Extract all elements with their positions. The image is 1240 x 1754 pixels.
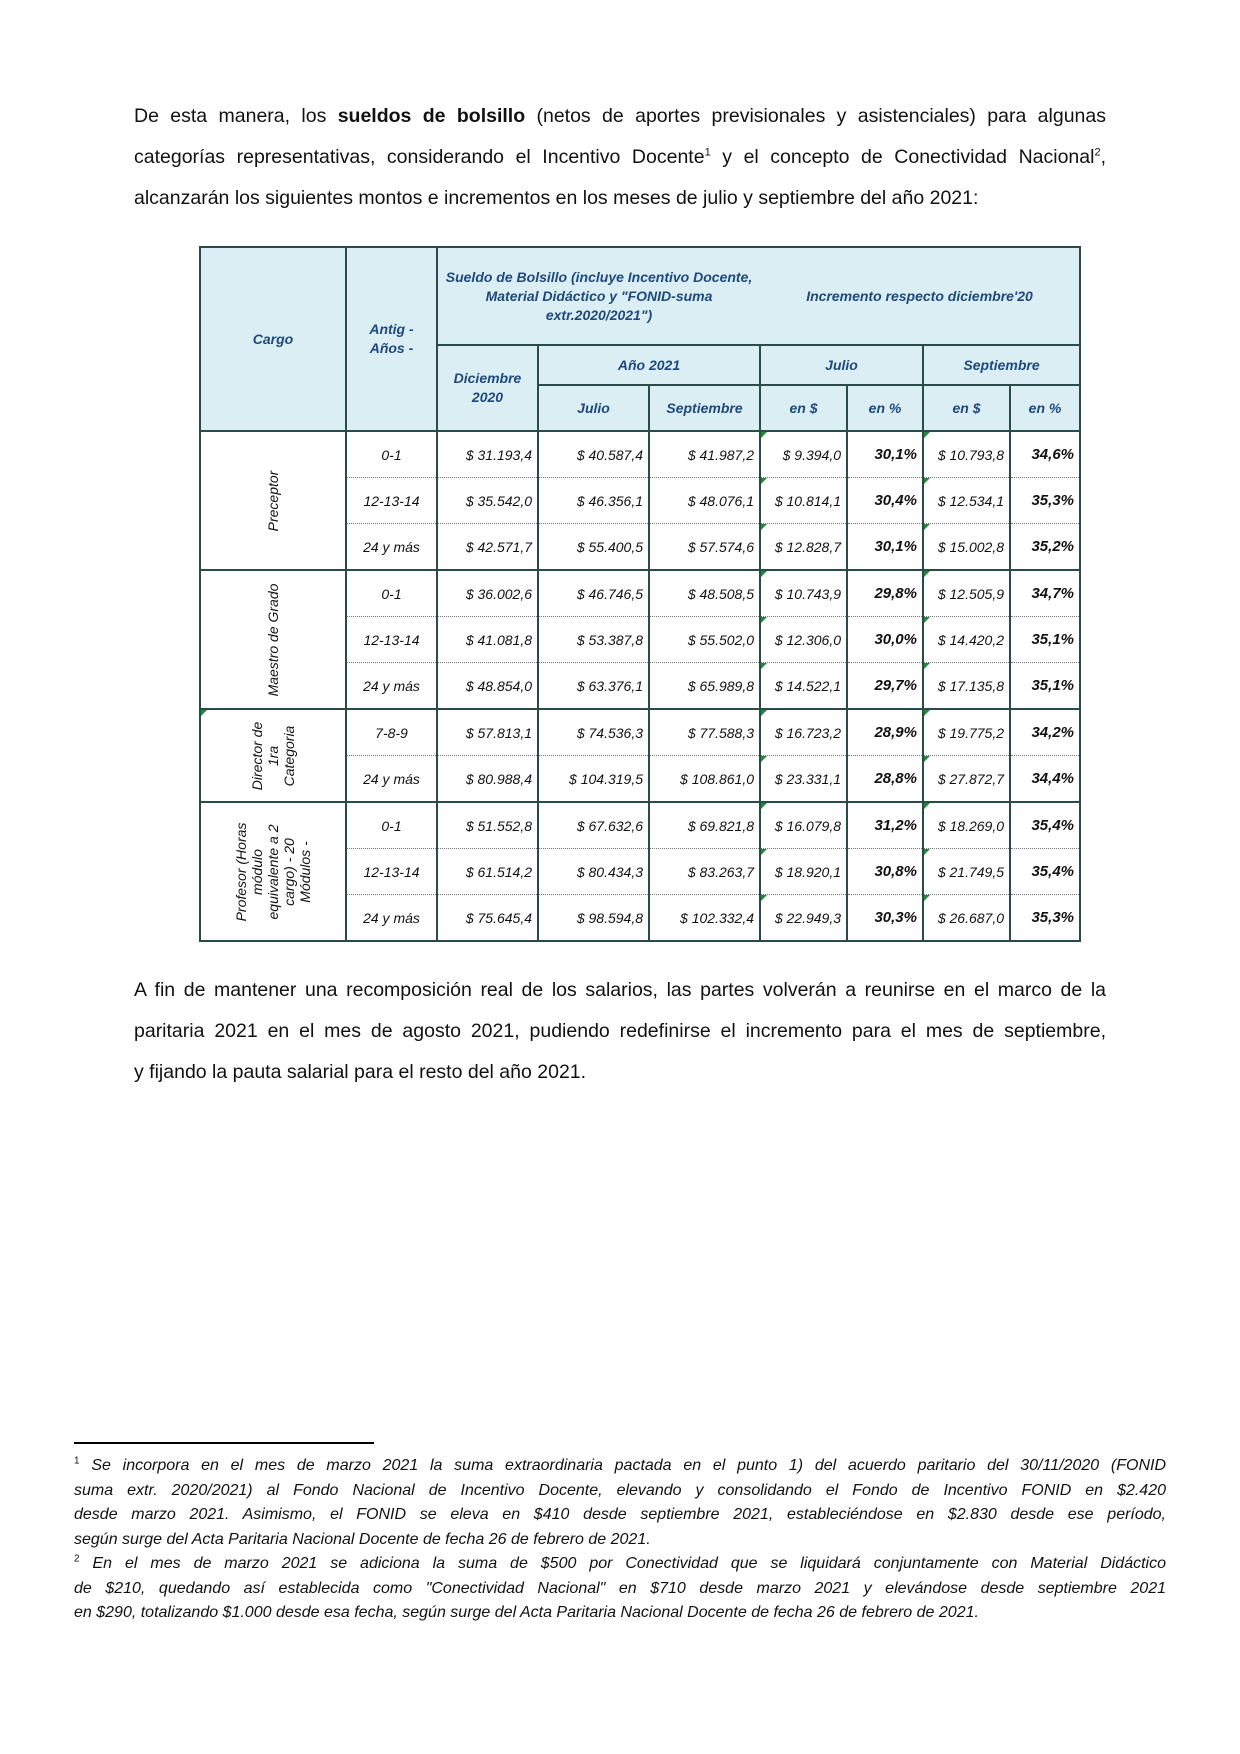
diciembre-2020-cell: $ 42.571,7 (437, 524, 538, 571)
julio-increment-pesos-cell: $ 16.723,2 (760, 709, 847, 756)
header-julio: Julio (538, 385, 649, 431)
footnote-1-line-4: según surge del Acta Paritaria Nacional Docente de fecha 26 de febrero de 2021. (74, 1530, 651, 1548)
antiguedad-cell: 24 y más (346, 524, 437, 571)
julio-increment-pesos-cell: $ 16.079,8 (760, 802, 847, 849)
septiembre-2021-cell: $ 69.821,8 (649, 802, 760, 849)
septiembre-increment-pesos-cell: $ 12.534,1 (923, 478, 1010, 524)
julio-increment-pct-cell: 30,8% (847, 849, 923, 895)
julio-increment-pesos-cell: $ 14.522,1 (760, 663, 847, 710)
antiguedad-cell: 12-13-14 (346, 478, 437, 524)
intro-line-1 (134, 96, 1106, 137)
footnote-ref-2[interactable]: 2 (1094, 146, 1101, 159)
antiguedad-cell: 24 y más (346, 756, 437, 803)
septiembre-2021-cell: $ 77.588,3 (649, 709, 760, 756)
diciembre-2020-cell: $ 48.854,0 (437, 663, 538, 710)
septiembre-increment-pesos-cell: $ 19.775,2 (923, 709, 1010, 756)
julio-increment-pesos-cell: $ 23.331,1 (760, 756, 847, 803)
footnote-2-line-2: de $210, quedando así establecida como "Conectividad Nacional" en $710 desde marzo 2021 y elevándose desde septiembre 2021 (74, 1579, 1166, 1597)
julio-2021-cell: $ 55.400,5 (538, 524, 649, 571)
header-incremento: Incremento respecto diciembre'20 (760, 247, 1080, 345)
septiembre-increment-pct-cell: 35,1% (1010, 663, 1080, 710)
closing-paragraph (134, 970, 1106, 1093)
diciembre-2020-cell: $ 31.193,4 (437, 431, 538, 478)
cargo-label: Profesor (Horas módulo equivalente a 2 cargo) - 20 Módulos - (233, 822, 313, 921)
intro-text: categorías representativas, considerando el Incentivo Docente (134, 146, 705, 168)
header-diciembre-2020: Diciembre 2020 (437, 345, 538, 431)
header-anio-2021: Año 2021 (538, 345, 760, 385)
septiembre-2021-cell: $ 48.508,5 (649, 570, 760, 617)
antiguedad-cell: 0-1 (346, 431, 437, 478)
septiembre-increment-pct-cell: 34,7% (1010, 570, 1080, 617)
diciembre-2020-cell: $ 75.645,4 (437, 895, 538, 942)
julio-2021-cell: $ 40.587,4 (538, 431, 649, 478)
julio-2021-cell: $ 67.632,6 (538, 802, 649, 849)
julio-increment-pct-cell: 30,1% (847, 524, 923, 571)
septiembre-2021-cell: $ 65.989,8 (649, 663, 760, 710)
header-julio-group: Julio (760, 345, 923, 385)
antiguedad-cell: 0-1 (346, 570, 437, 617)
footnote-separator (74, 1442, 374, 1444)
closing-line-1: A fin de mantener una recomposición real de los salarios, las partes volverán a reunirse en el marco de la (134, 979, 1106, 1001)
septiembre-increment-pct-cell: 35,2% (1010, 524, 1080, 571)
julio-2021-cell: $ 74.536,3 (538, 709, 649, 756)
header-septiembre: Septiembre (649, 385, 760, 431)
septiembre-increment-pct-cell: 35,4% (1010, 802, 1080, 849)
header-cargo: Cargo (200, 247, 346, 431)
intro-bold-term: sueldos de bolsillo (337, 105, 526, 127)
intro-text: (netos de aportes previsionales y asistenciales) para algunas (525, 105, 1106, 127)
antiguedad-cell: 12-13-14 (346, 617, 437, 663)
septiembre-increment-pct-cell: 35,4% (1010, 849, 1080, 895)
septiembre-increment-pct-cell: 34,4% (1010, 756, 1080, 803)
julio-2021-cell: $ 98.594,8 (538, 895, 649, 942)
antiguedad-cell: 7-8-9 (346, 709, 437, 756)
julio-increment-pesos-cell: $ 10.743,9 (760, 570, 847, 617)
septiembre-increment-pesos-cell: $ 14.420,2 (923, 617, 1010, 663)
header-antig: Antig - Años - (346, 247, 437, 431)
footnote-2-line-1 (74, 1552, 1166, 1577)
table-row (200, 431, 1080, 478)
septiembre-increment-pesos-cell: $ 18.269,0 (923, 802, 1010, 849)
header-julio-en-pesos: en $ (760, 385, 847, 431)
julio-increment-pct-cell: 30,3% (847, 895, 923, 942)
julio-increment-pesos-cell: $ 22.949,3 (760, 895, 847, 942)
septiembre-increment-pesos-cell: $ 27.872,7 (923, 756, 1010, 803)
intro-line-2 (134, 137, 1106, 178)
julio-increment-pesos-cell: $ 18.920,1 (760, 849, 847, 895)
septiembre-2021-cell: $ 48.076,1 (649, 478, 760, 524)
julio-2021-cell: $ 53.387,8 (538, 617, 649, 663)
table-row (200, 570, 1080, 617)
julio-2021-cell: $ 46.356,1 (538, 478, 649, 524)
salary-table (199, 246, 1081, 942)
julio-increment-pct-cell: 28,8% (847, 756, 923, 803)
header-julio-en-pct: en % (847, 385, 923, 431)
footnote-1-line-3: desde marzo 2021. Asimismo, el FONID se eleva en $410 desde septiembre 2021, estableciéndose en $2.830 desde ese período, (74, 1506, 1166, 1523)
antiguedad-cell: 0-1 (346, 802, 437, 849)
cargo-group-cell (200, 709, 346, 802)
antiguedad-cell: 24 y más (346, 663, 437, 710)
intro-line-3: alcanzarán los siguientes montos e incrementos en los meses de julio y septiembre del año 2021: (134, 187, 979, 209)
table-row (200, 802, 1080, 849)
cargo-label: Maestro de Grado (265, 583, 281, 696)
diciembre-2020-cell: $ 57.813,1 (437, 709, 538, 756)
septiembre-increment-pesos-cell: $ 26.687,0 (923, 895, 1010, 942)
intro-text: De esta manera, los (134, 105, 338, 127)
cargo-label: Preceptor (265, 470, 281, 531)
julio-2021-cell: $ 104.319,5 (538, 756, 649, 803)
julio-increment-pct-cell: 28,9% (847, 709, 923, 756)
footnote-1-line-2: suma extr. 2020/2021) al Fondo Nacional de Incentivo Docente, elevando y consolidando el Fondo de Incentivo FONID en $2.420 (74, 1481, 1166, 1499)
septiembre-increment-pesos-cell: $ 17.135,8 (923, 663, 1010, 710)
septiembre-2021-cell: $ 55.502,0 (649, 617, 760, 663)
diciembre-2020-cell: $ 61.514,2 (437, 849, 538, 895)
julio-increment-pesos-cell: $ 10.814,1 (760, 478, 847, 524)
footnotes (74, 1454, 1166, 1626)
cargo-group-cell (200, 431, 346, 570)
diciembre-2020-cell: $ 80.988,4 (437, 756, 538, 803)
septiembre-increment-pesos-cell: $ 10.793,8 (923, 431, 1010, 478)
header-sueldo-bolsillo: Sueldo de Bolsillo (incluye Incentivo Docente, Material Didáctico y "FONID-suma extr.2020/2021") (437, 247, 760, 345)
header-row-1 (200, 247, 1080, 345)
antiguedad-cell: 12-13-14 (346, 849, 437, 895)
diciembre-2020-cell: $ 35.542,0 (437, 478, 538, 524)
septiembre-increment-pct-cell: 35,1% (1010, 617, 1080, 663)
antiguedad-cell: 24 y más (346, 895, 437, 942)
table-body (200, 431, 1080, 941)
intro-text: , (1100, 146, 1106, 168)
diciembre-2020-cell: $ 51.552,8 (437, 802, 538, 849)
header-sep-en-pesos: en $ (923, 385, 1010, 431)
julio-2021-cell: $ 80.434,3 (538, 849, 649, 895)
footnote-text: Se incorpora en el mes de marzo 2021 la suma extraordinaria pactada en el punto 1) del acuerdo paritario del 30/11/2020 (FONID (79, 1457, 1166, 1474)
septiembre-2021-cell: $ 57.574,6 (649, 524, 760, 571)
septiembre-increment-pesos-cell: $ 12.505,9 (923, 570, 1010, 617)
cargo-group-cell (200, 802, 346, 941)
footnote-1-number: 1 (74, 1455, 80, 1467)
diciembre-2020-cell: $ 36.002,6 (437, 570, 538, 617)
septiembre-2021-cell: $ 41.987,2 (649, 431, 760, 478)
septiembre-2021-cell: $ 108.861,0 (649, 756, 760, 803)
julio-increment-pct-cell: 29,8% (847, 570, 923, 617)
diciembre-2020-cell: $ 41.081,8 (437, 617, 538, 663)
cargo-label: Director de 1ra Categoria (249, 721, 297, 790)
closing-line-3: y fijando la pauta salarial para el resto del año 2021. (134, 1061, 587, 1083)
footnote-2-number: 2 (74, 1553, 80, 1565)
intro-text: y el concepto de Conectividad Nacional (710, 146, 1095, 168)
footnote-1-line-1 (74, 1454, 1166, 1479)
julio-2021-cell: $ 63.376,1 (538, 663, 649, 710)
septiembre-increment-pct-cell: 34,2% (1010, 709, 1080, 756)
julio-increment-pct-cell: 31,2% (847, 802, 923, 849)
closing-line-2: paritaria 2021 en el mes de agosto 2021, pudiendo redefinirse el incremento para el mes de septiembre, (134, 1020, 1106, 1042)
septiembre-increment-pct-cell: 35,3% (1010, 895, 1080, 942)
julio-2021-cell: $ 46.746,5 (538, 570, 649, 617)
julio-increment-pesos-cell: $ 12.306,0 (760, 617, 847, 663)
julio-increment-pct-cell: 30,4% (847, 478, 923, 524)
septiembre-2021-cell: $ 83.263,7 (649, 849, 760, 895)
intro-paragraph (134, 96, 1106, 219)
julio-increment-pesos-cell: $ 12.828,7 (760, 524, 847, 571)
cargo-group-cell (200, 570, 346, 709)
table-row (200, 709, 1080, 756)
septiembre-increment-pesos-cell: $ 21.749,5 (923, 849, 1010, 895)
julio-increment-pct-cell: 30,0% (847, 617, 923, 663)
julio-increment-pct-cell: 30,1% (847, 431, 923, 478)
julio-increment-pesos-cell: $ 9.394,0 (760, 431, 847, 478)
julio-increment-pct-cell: 29,7% (847, 663, 923, 710)
septiembre-increment-pesos-cell: $ 15.002,8 (923, 524, 1010, 571)
septiembre-increment-pct-cell: 34,6% (1010, 431, 1080, 478)
header-sep-en-pct: en % (1010, 385, 1080, 431)
footnote-ref-1[interactable]: 1 (704, 146, 711, 159)
septiembre-2021-cell: $ 102.332,4 (649, 895, 760, 942)
header-septiembre-group: Septiembre (923, 345, 1080, 385)
footnote-text: En el mes de marzo 2021 se adiciona la suma de $500 por Conectividad que se liquidará conjuntamente con Material Didáctico (79, 1555, 1166, 1572)
footnote-2-line-3: en $290, totalizando $1.000 desde esa fecha, según surge del Acta Paritaria Nacional Docente de fecha 26 de febrero de 2021. (74, 1604, 979, 1621)
septiembre-increment-pct-cell: 35,3% (1010, 478, 1080, 524)
